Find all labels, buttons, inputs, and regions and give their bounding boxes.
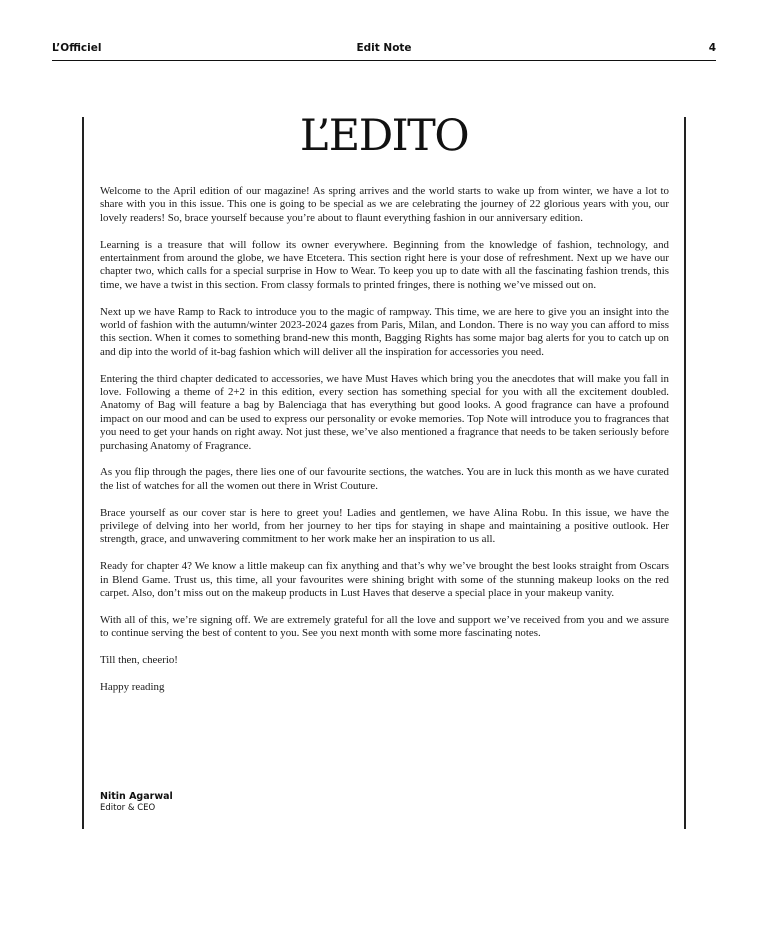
signature-role: Editor & CEO [100,803,156,813]
paragraph: Next up we have Ramp to Rack to introduce you to the magic of rampway. This time, we are here to give you an insight into the world of fashion with the autumn/winter 2023-2024 gazes from Paris, Milan, and London. There is no way you can afford to miss this section. When it comes to something brand-new this month, Bagging Rights has some major bag alerts for you to catch up on and dip into the world of it-bag fashion which will deliver all the inspiration for accessories you need. [100,305,669,358]
editorial-body [100,185,669,708]
page-number: 4 [708,42,716,54]
brand-name: L’Officiel [52,42,102,54]
paragraph: With all of this, we’re signing off. We are extremely grateful for all the love and support we’ve received from you and we assure to continue serving the best of content to you. See you next month with some more fascinating notes. [100,613,669,640]
page-header [52,40,716,61]
paragraph: Ready for chapter 4? We know a little makeup can fix anything and that’s why we’ve brought the best looks straight from Oscars in Blend Game. Trust us, this time, all your favourites were shining bright with some of the stunning makeup looks on the red carpet. Also, don’t miss out on the makeup products in Lust Haves that deserve a special place in your makeup vanity. [100,560,669,600]
paragraph: Welcome to the April edition of our magazine! As spring arrives and the world starts to wake up from winter, we have a lot to share with you in this issue. This one is going to be special as we are celebrating the journey of 22 glorious years with you, our lovely readers! So, brace yourself because you’re about to flaunt everything fashion in our anniversary edition. [100,185,669,224]
paragraph: Learning is a treasure that will follow its owner everywhere. Beginning from the knowledge of fashion, technology, and entertainment from around the globe, we have Etcetera. This section right here is your dose of refreshment. Next up we have our chapter two, which calls for a special surprise in How to Wear. To keep you up to date with all the fascinating fashion trends, this time, we have a twist in this section. From classy formals to printed fringes, there is nothing we’ve missed out on. [100,238,669,291]
right-frame-rule [684,117,686,829]
signature-name: Nitin Agarwal [100,791,173,802]
paragraph: As you flip through the pages, there lies one of our favourite sections, the watches. You are in luck this month as we have curated the list of watches for all the women out there in Wrist Couture. [100,466,669,492]
signature-block [100,791,173,814]
left-frame-rule [82,117,84,829]
paragraph: Entering the third chapter dedicated to accessories, we have Must Haves which bring you the anecdotes that will make you fall in love. Following a theme of 2+2 in this edition, every section has something special for you with all the excitement doubled. Anatomy of Bag will feature a bag by Balenciaga that has everything but good looks. A good fragrance can have a profound impact on our mood and can be used to express our personality or evoke memories. Top Note will introduce you to fragrances that you need to get your hands on right away. Not just these, we’ve also mentioned a fragrance that needs to be taken seriously before purchasing Anatomy of Fragrance. [100,372,669,452]
page-title: L’EDITO [299,111,469,161]
section-title: Edit Note [356,42,412,54]
closing-line: Happy reading [100,680,165,693]
paragraph: Brace yourself as our cover star is here to greet you! Ladies and gentlemen, we have Alina Robu. In this issue, we have the privilege of delving into her world, from her journey to her tips for staying in shape and maintaining a positive outlook. Her strength, grace, and unwavering commitment to her work make her an inspiration to us all. [100,506,669,546]
closing-line: Till then, cheerio! [100,654,178,667]
